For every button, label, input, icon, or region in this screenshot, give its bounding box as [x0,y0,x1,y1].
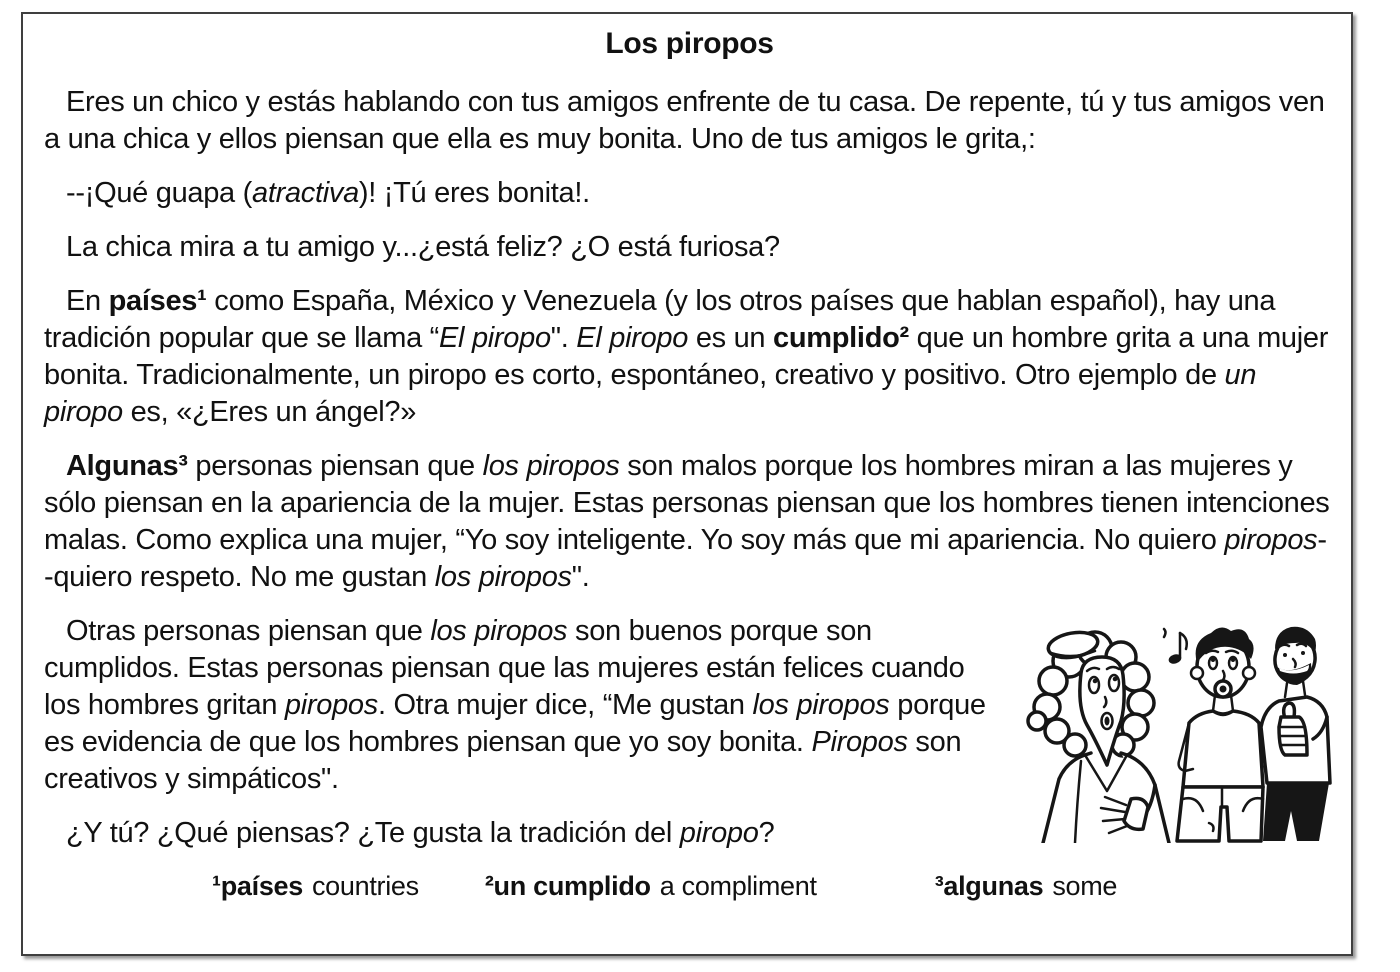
footnote-paises [212,869,419,903]
woman-figure [1028,629,1169,843]
paragraph-tradition: En países¹ como España, México y Venezuela (y los otros países que hablan español), hay una tradición popular que se llama “El piropo". El piropo es un cumplido² que un hombre grita a una mujer bonita. Tradicionalmente, un piropo es corto, espontáneo, creativo y positivo. Otro ejemplo de un piropo es, «¿Eres un ángel?» [44,285,1329,428]
paragraph-against-piropos: Algunas³ personas piensan que los piropos son malos porque los hombres miran a las mujeres y sólo piensan en la apariencia de la mujer. Estas personas piensan que los hombres tienen intenciones malas. Como explica una mujer, “Yo soy inteligente. Yo soy más que mi apariencia. No quiero piropos--quiero respeto. No me gustan los piropos". [44,450,1330,593]
footnote-definition: countries [311,871,419,901]
page-title: Los piropos [605,27,774,60]
footnote-marker: ³ [934,871,944,901]
footnote-algunas [935,869,1117,903]
footnote-term: algunas [943,871,1044,901]
paragraph-final-question: ¿Y tú? ¿Qué piensas? ¿Te gusta la tradición del piropo? [66,817,775,849]
footnote-marker: ¹ [212,871,221,901]
smiling-man-figure [1261,627,1330,841]
piropo-cartoon-illustration [1023,615,1335,843]
footnotes [44,869,1335,903]
footnote-term: un cumplido [493,871,651,901]
footnote-definition: a compliment [659,871,817,901]
whistling-man-figure [1177,627,1265,841]
woman-hand [1124,798,1148,829]
paragraph-quote-guapa: --¡Qué guapa (atractiva)! ¡Tú eres bonita!. [66,177,590,209]
footnote-marker: ² [484,871,494,901]
paragraph-intro: Eres un chico y estás hablando con tus amigos enfrente de tu casa. De repente, tú y tus amigos ven a una chica y ellos piensan que ella es muy bonita. Uno de tus amigos le grita,: [44,86,1325,155]
footnote-cumplido [485,869,817,903]
footnote-term: países [220,871,303,901]
paragraph-in-favor: Otras personas piensan que los piropos son buenos porque son cumplidos. Estas personas piensan que las mujeres están felices cuando los hombres gritan piropos. Otra mujer dice, “Me gustan los piropos porque es evidencia de que los hombres piensan que yo soy bonita. Piropos son creativos y simpáticos". [44,615,986,795]
reading-passage-sheet [21,12,1353,956]
footnote-definition: some [1052,871,1118,901]
music-note-icon [1164,629,1187,665]
paragraph-reaction: La chica mira a tu amigo y...¿está feliz? ¿O está furiosa? [66,231,780,263]
